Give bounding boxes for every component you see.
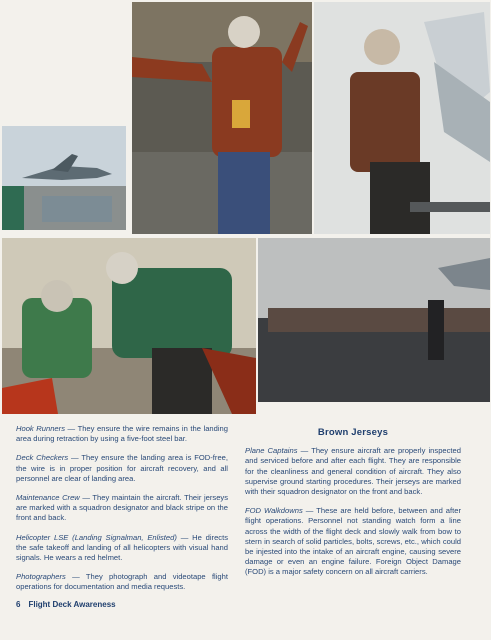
photo-aircraft-deck <box>2 126 126 230</box>
footer-title: Flight Deck Awareness <box>28 600 116 609</box>
paragraph-deck-checkers <box>16 453 228 484</box>
photo-fod-walkdown <box>258 238 490 402</box>
body-photographers: — They photograph and videotape flight operations for documentation and media requests. <box>16 572 228 592</box>
body-fod-walkdowns: — These are held before, between and after flight operations. Personnel not standing watch form a line across the width of the flight deck and slowly walk from bow to stern in search of solid particles, bolts, screws, etc., which could be injested into the intake of an aircraft engine, causing severe damage or even an engine failure. Foreign Object Damage (FOD) is a major safety concern on all aircraft carriers. <box>245 506 462 577</box>
paragraph-helicopter-lse <box>16 533 228 564</box>
right-column <box>245 424 461 587</box>
body-helicopter-lse: — He directs the safe takeoff and landing of all helicopters with visual hand signals. He wears a red helmet. <box>16 532 228 563</box>
photo-plane-captain-canopy <box>314 2 490 234</box>
paragraph-maintenance-crew <box>16 493 228 524</box>
photo-director-signaling <box>132 2 312 234</box>
paragraph-fod-walkdowns <box>245 506 461 577</box>
term-plane-captains: Plane Captains <box>245 446 298 456</box>
body-deck-checkers: — They ensure the landing area is FOD-free, the wire is in proper position for aircraft recovery, and all personnel are clear of landing area. <box>16 453 228 483</box>
term-fod-walkdowns: FOD Walkdowns <box>245 506 303 516</box>
paragraph-photographers <box>16 572 228 592</box>
page-footer <box>16 600 116 609</box>
body-hook-runners: — They ensure the wire remains in the landing area during retraction by using a five-foot steel bar. <box>16 424 228 444</box>
term-photographers: Photographers <box>16 572 66 582</box>
term-helicopter-lse: Helicopter LSE (Landing Signalman, Enlisted) <box>16 532 177 542</box>
term-deck-checkers: Deck Checkers <box>16 453 69 463</box>
paragraph-hook-runners <box>16 424 228 444</box>
left-column <box>16 424 228 602</box>
photo-deck-crew-working <box>2 238 256 414</box>
body-maintenance-crew: — They maintain the aircraft. Their jerseys are marked with a squadron designator and black stripe on the front and back. <box>16 493 229 523</box>
section-heading: Brown Jerseys <box>317 427 389 438</box>
page-number: 6 <box>16 600 21 609</box>
paragraph-plane-captains <box>245 446 461 497</box>
body-plane-captains: — They ensure aircraft are properly inspected and serviced before and after each flight. They are responsible for the cleanliness and general condition of aircraft. They also supervise ground starting procedures. Their jerseys are marked with their squadron designator on the front and back. <box>245 446 461 497</box>
term-maintenance-crew: Maintenance Crew <box>16 493 80 503</box>
term-hook-runners: Hook Runners <box>16 424 65 433</box>
